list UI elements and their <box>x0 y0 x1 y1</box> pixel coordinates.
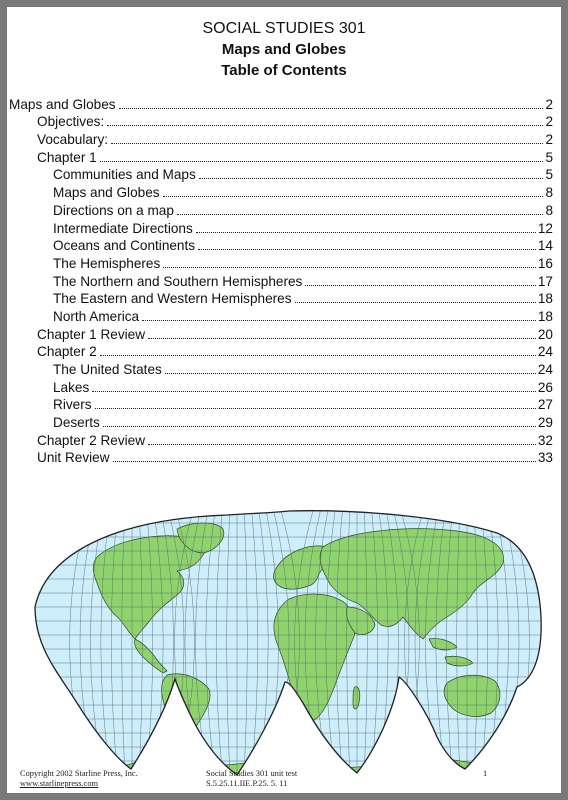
toc-entry[interactable] <box>7 129 561 147</box>
dot-leader <box>142 319 536 321</box>
toc-entry-label: Unit Review <box>37 450 110 466</box>
toc-entry-label: Chapter 2 Review <box>37 432 146 448</box>
toc-entry-page: 18 <box>537 308 553 324</box>
dot-leader <box>113 460 536 462</box>
dot-leader <box>100 354 536 356</box>
toc-entry-page: 2 <box>545 132 553 148</box>
toc-entry-label: Deserts <box>53 415 100 431</box>
unit-test-label: Social Studies 301 unit test <box>206 769 298 778</box>
dot-leader <box>100 160 544 162</box>
toc-entry-page: 8 <box>545 185 553 201</box>
toc-entry[interactable] <box>7 412 561 430</box>
toc-entry[interactable] <box>7 112 561 130</box>
table-of-contents <box>7 94 561 465</box>
toc-entry-page: 32 <box>537 432 553 448</box>
toc-entry-label: Objectives: <box>37 114 105 130</box>
dot-leader <box>196 231 536 233</box>
toc-entry[interactable] <box>7 324 561 342</box>
toc-entry[interactable] <box>7 165 561 183</box>
dot-leader <box>148 443 536 445</box>
toc-title: Table of Contents <box>221 62 347 79</box>
toc-entry[interactable] <box>7 430 561 448</box>
new-zealand <box>512 721 517 735</box>
toc-entry-label: The Northern and Southern Hemispheres <box>53 273 303 289</box>
dot-leader <box>305 284 536 286</box>
toc-entry-label: Communities and Maps <box>53 167 196 183</box>
footer-center <box>206 769 297 789</box>
toc-entry[interactable] <box>7 218 561 236</box>
toc-entry-label: The United States <box>53 362 162 377</box>
toc-entry-page: 2 <box>545 114 553 130</box>
toc-entry-label: Maps and Globes <box>9 96 116 112</box>
world-map <box>27 507 545 777</box>
toc-entry-label: Chapter 2 <box>37 344 97 360</box>
dot-leader <box>148 337 536 339</box>
document-code: S.5.25.11.IIE.P.25. 5. 11 <box>206 779 288 788</box>
toc-entry[interactable] <box>7 448 561 466</box>
toc-entry-label: Lakes <box>53 379 90 395</box>
toc-entry[interactable] <box>7 306 561 324</box>
dot-leader <box>119 107 544 109</box>
unit-title: Maps and Globes <box>221 41 347 58</box>
dot-leader <box>95 407 536 409</box>
toc-entry-label: Intermediate Directions <box>53 220 193 236</box>
dot-leader <box>295 301 536 303</box>
toc-entry-page: 14 <box>537 238 553 254</box>
toc-entry[interactable] <box>7 200 561 218</box>
toc-entry[interactable] <box>7 271 561 289</box>
website-link[interactable]: www.starlinepress.com <box>20 779 99 788</box>
dot-leader <box>107 124 543 126</box>
toc-entry-label: Chapter 1 Review <box>37 326 146 342</box>
dot-leader <box>177 213 544 215</box>
toc-entry[interactable] <box>7 289 561 307</box>
dot-leader <box>163 195 544 197</box>
copyright-text: Copyright 2002 Starline Press, Inc. <box>20 769 138 778</box>
toc-entry[interactable] <box>7 342 561 360</box>
dot-leader <box>198 248 536 250</box>
toc-entry-page: 5 <box>545 167 553 183</box>
toc-entry[interactable] <box>7 147 561 165</box>
toc-entry-page: 8 <box>545 202 553 218</box>
toc-entry-page: 33 <box>537 450 553 466</box>
toc-entry-label: The Hemispheres <box>53 255 161 271</box>
toc-entry[interactable] <box>7 253 561 271</box>
toc-entry[interactable] <box>7 395 561 413</box>
toc-entry-label: Oceans and Continents <box>53 238 196 254</box>
toc-entry-label: Maps and Globes <box>53 185 160 201</box>
toc-entry-page: 5 <box>545 149 553 165</box>
toc-entry-page: 24 <box>537 344 553 360</box>
toc-entry-page: 18 <box>537 291 553 307</box>
dot-leader <box>103 425 536 427</box>
toc-entry-page: 12 <box>537 220 553 236</box>
toc-entry-page: 17 <box>537 273 553 289</box>
dot-leader <box>163 266 536 268</box>
toc-entry-page: 2 <box>545 96 553 112</box>
toc-entry-label: Vocabulary: <box>37 132 109 148</box>
toc-entry[interactable] <box>7 359 561 377</box>
toc-entry-label: Directions on a map <box>53 202 174 218</box>
toc-entry[interactable] <box>7 236 561 254</box>
dot-leader <box>111 142 543 144</box>
document-page <box>7 7 561 793</box>
dot-leader <box>92 390 536 392</box>
toc-entry-page: 20 <box>537 326 553 342</box>
page-number: 1 <box>483 769 488 778</box>
toc-entry-label: Rivers <box>53 397 92 413</box>
toc-entry[interactable] <box>7 377 561 395</box>
toc-entry-label: The Eastern and Western Hemispheres <box>53 291 292 307</box>
dot-leader <box>199 177 544 179</box>
toc-entry-page: 27 <box>537 397 553 413</box>
toc-entry-page: 24 <box>537 362 553 377</box>
toc-entry-label: Chapter 1 <box>37 149 97 165</box>
dot-leader <box>165 372 536 374</box>
toc-entry-page: 16 <box>537 255 553 271</box>
course-heading: SOCIAL STUDIES 301 <box>202 20 366 37</box>
toc-entry-page: 29 <box>537 415 553 431</box>
toc-entry[interactable] <box>7 94 561 112</box>
toc-entry-label: North America <box>53 308 140 324</box>
footer-left <box>20 769 138 789</box>
toc-entry[interactable] <box>7 182 561 200</box>
toc-entry-page: 26 <box>537 379 553 395</box>
